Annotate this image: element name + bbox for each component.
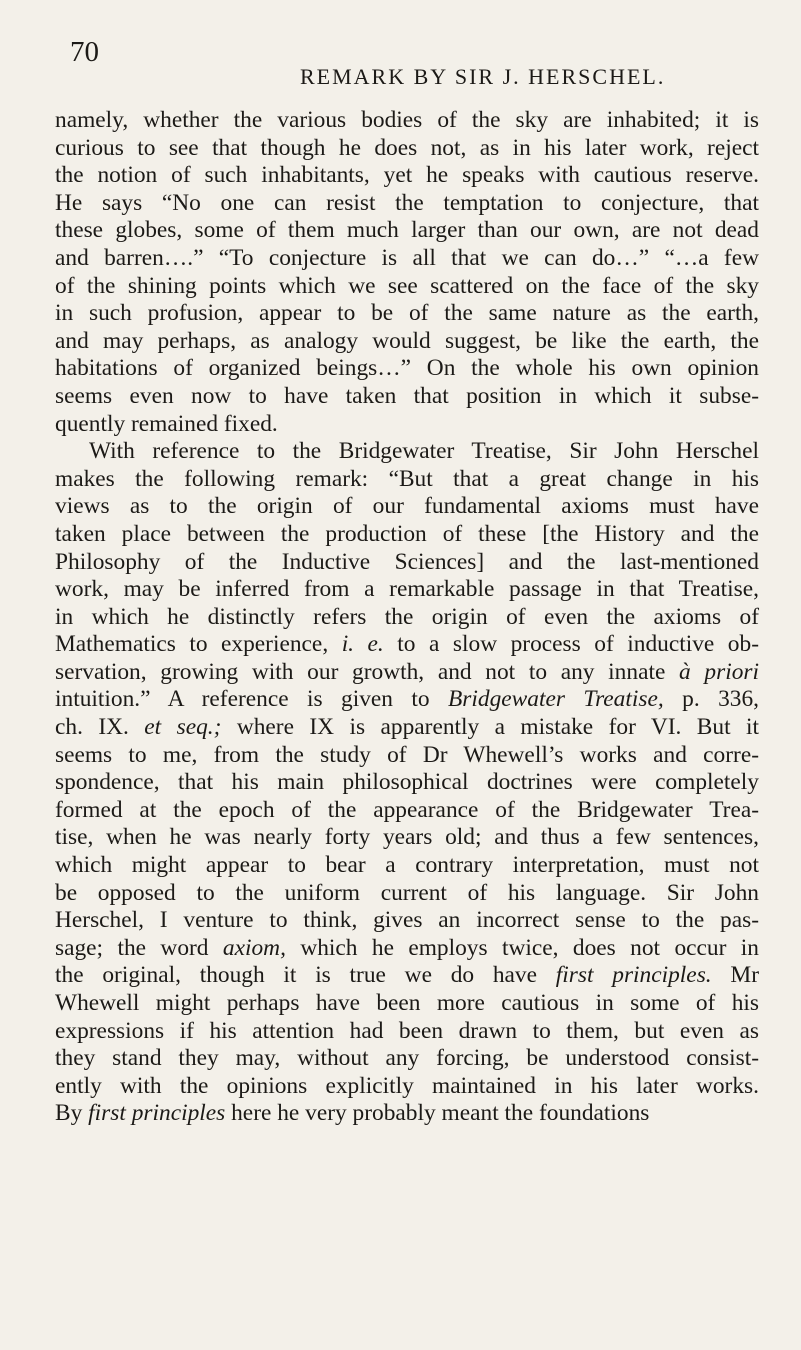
text-line — [55, 742, 759, 770]
text-run: makes the following remark: “But that a great change in his — [55, 465, 759, 492]
text-line — [55, 686, 759, 714]
text-run: they stand they may, without any forcing, be understood consist- — [55, 1045, 759, 1072]
text-run: work, may be inferred from a remarkable passage in that Treatise, — [55, 576, 759, 603]
text-run: seems to me, from the study of Dr Whewell’s works and corre- — [55, 741, 759, 768]
text-line — [55, 328, 759, 356]
text-line — [55, 493, 759, 521]
text-line — [55, 1073, 759, 1101]
italic-text: first principles. — [555, 962, 712, 989]
text-run: He says “No one can resist the temptation to conjecture, that — [55, 189, 759, 216]
text-line — [55, 824, 759, 852]
text-line — [55, 107, 759, 135]
text-run: Herschel, I venture to think, gives an incorrect sense to the pas- — [55, 907, 759, 934]
text-run: intuition.” A reference is given to — [55, 686, 448, 713]
text-run: p. 336, — [663, 686, 760, 713]
body-text — [55, 107, 759, 1128]
text-run: tise, when he was nearly forty years old; and thus a few sentences, — [55, 824, 759, 851]
text-run: views as to the origin of our fundamental axioms must have — [55, 493, 759, 520]
text-run: in such profusion, appear to be of the same nature as the earth, — [55, 300, 759, 327]
text-line — [55, 549, 759, 577]
text-line — [55, 1018, 759, 1046]
text-line — [55, 631, 759, 659]
italic-text: axiom, — [222, 934, 286, 961]
text-line — [55, 659, 759, 687]
text-run: With reference to the Bridgewater Treatise, Sir John Herschel — [89, 438, 759, 465]
text-line — [55, 1045, 759, 1073]
text-run: these globes, some of them much larger than our own, are not dead — [55, 217, 759, 244]
text-run: here he very probably meant the foundations — [225, 1100, 650, 1127]
text-line — [55, 217, 759, 245]
text-run: of the shining points which we see scattered on the face of the sky — [55, 272, 759, 299]
text-line — [55, 245, 759, 273]
text-line — [55, 273, 759, 301]
italic-text: first principles — [88, 1100, 226, 1127]
text-line — [55, 769, 759, 797]
text-run: Mathematics to experience, — [55, 631, 342, 658]
italic-text: Bridgewater Treatise, — [448, 686, 664, 713]
text-line — [55, 438, 759, 466]
text-line — [55, 935, 759, 963]
text-run: ently with the opinions explicitly maintained in his later works. — [55, 1072, 759, 1099]
text-run: habitations of organized beings…” On the whole his own opinion — [55, 355, 759, 382]
text-line — [55, 990, 759, 1018]
text-line — [55, 604, 759, 632]
text-run: spondence, that his main philosophical doctrines were completely — [55, 769, 759, 796]
text-run: ch. IX. — [55, 714, 145, 741]
text-line — [55, 466, 759, 494]
text-run: curious to see that though he does not, as in his later work, reject — [55, 134, 759, 161]
text-run: to a slow process of inductive ob- — [383, 631, 759, 658]
italic-text: i. e. — [341, 631, 384, 658]
text-run: namely, whether the various bodies of the sky are inhabited; it is — [55, 107, 759, 133]
running-head: REMARK BY SIR J. HERSCHEL. — [300, 64, 666, 89]
text-line — [55, 162, 759, 190]
text-run: seems even now to have taken that position in which it subse- — [55, 382, 759, 409]
text-line — [55, 521, 759, 549]
text-run: which might appear to bear a contrary interpretation, must not — [55, 852, 759, 879]
text-run: the notion of such inhabitants, yet he speaks with cautious reserve. — [55, 162, 759, 189]
text-run: Mr — [711, 962, 760, 989]
text-line — [55, 797, 759, 825]
text-line — [55, 383, 759, 411]
text-run: the original, though it is true we do have — [55, 962, 556, 989]
text-run: be opposed to the uniform current of his language. Sir John — [55, 879, 759, 906]
text-run: sage; the word — [55, 934, 223, 961]
text-run: quently remained fixed. — [55, 410, 278, 437]
page-number: 70 — [70, 36, 99, 68]
text-line — [55, 190, 759, 218]
text-line — [55, 852, 759, 880]
text-run: formed at the epoch of the appearance of the Bridgewater Trea- — [55, 796, 759, 823]
text-line — [55, 880, 759, 908]
text-run: expressions if his attention had been drawn to them, but even as — [55, 1017, 759, 1044]
text-line — [55, 962, 759, 990]
text-run: Philosophy of the Inductive Sciences] and the last-mentioned — [55, 548, 759, 575]
text-run: and may perhaps, as analogy would suggest, be like the earth, the — [55, 327, 759, 354]
text-line — [55, 907, 759, 935]
text-line — [55, 1100, 759, 1128]
text-line — [55, 135, 759, 163]
italic-text: et seq.; — [144, 714, 222, 741]
text-line — [55, 576, 759, 604]
text-line — [55, 411, 759, 439]
italic-text: à priori — [679, 658, 760, 685]
text-line — [55, 300, 759, 328]
text-run: where IX is apparently a mistake for VI. But it — [221, 714, 760, 741]
text-line — [55, 714, 759, 742]
text-run: which he employs twice, does not occur in — [285, 934, 759, 961]
text-run: in which he distinctly refers the origin of even the axioms of — [55, 603, 759, 630]
text-run: and barren….” “To conjecture is all that we can do…” “…a few — [55, 244, 759, 271]
text-run: Whewell might perhaps have been more cautious in some of his — [55, 990, 759, 1016]
text-run: servation, growing with our growth, and not to any innate — [55, 658, 680, 685]
text-run: taken place between the production of these [the History and the — [55, 520, 759, 547]
text-run: By — [55, 1100, 89, 1127]
text-line — [55, 355, 759, 383]
